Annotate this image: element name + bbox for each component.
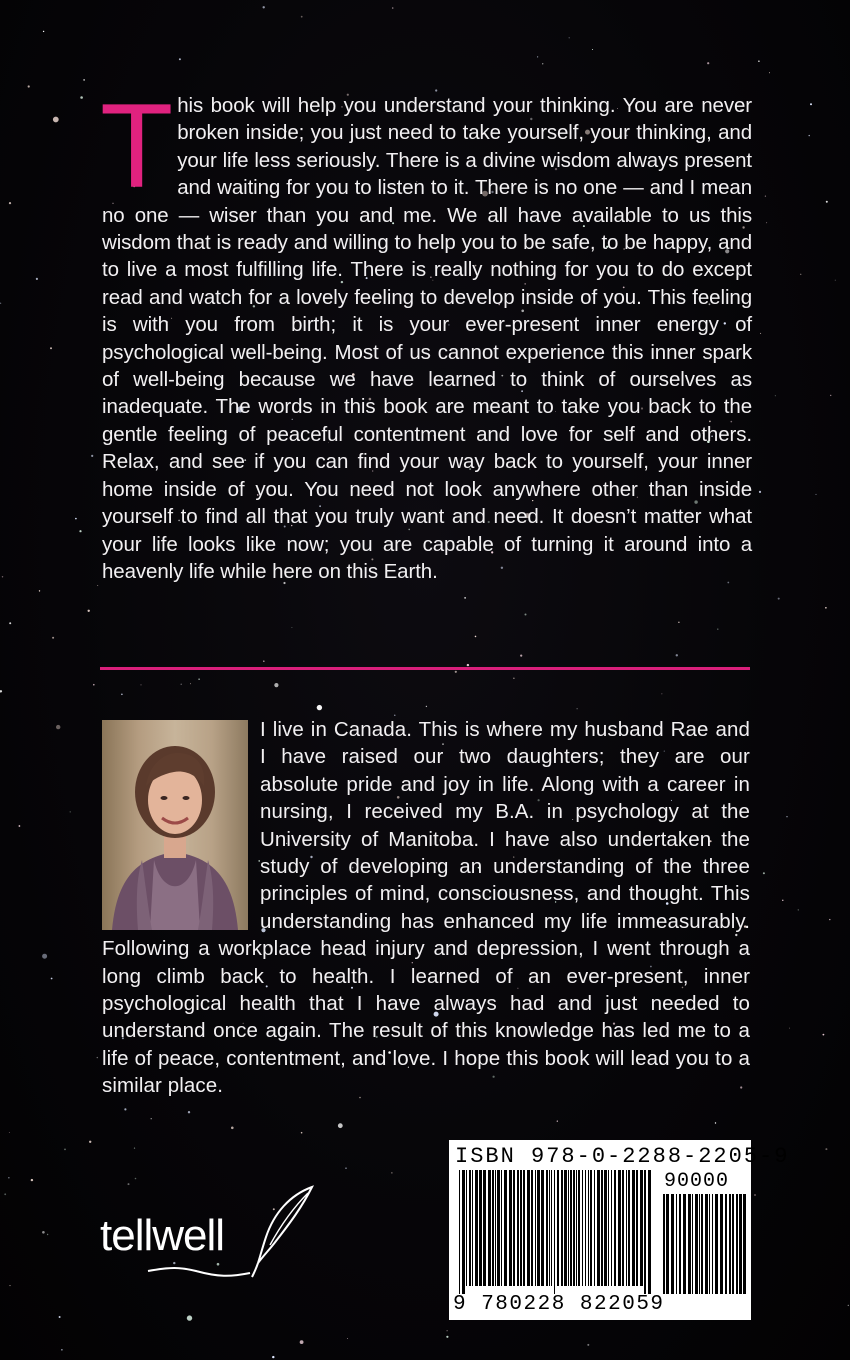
star [179, 58, 181, 60]
star [42, 954, 47, 959]
star [291, 627, 292, 628]
isbn-label: ISBN 978-0-2288-2205-9 [455, 1144, 790, 1169]
barcode-addon-bar [709, 1194, 710, 1294]
barcode-addon-bar [688, 1194, 691, 1294]
section-divider [100, 667, 750, 670]
star [520, 655, 522, 657]
barcode-addon-bar [720, 1194, 723, 1294]
barcode-bar [479, 1170, 482, 1286]
star [51, 978, 53, 980]
author-bio-section [102, 716, 750, 1100]
barcode-bar [648, 1170, 651, 1294]
star [121, 694, 123, 696]
barcode-addon-bar [699, 1194, 700, 1294]
barcode-addon-bar [725, 1194, 727, 1294]
logo-underline-swash [100, 1265, 300, 1283]
barcode-addon-bar [705, 1194, 708, 1294]
star [464, 597, 466, 599]
star [198, 679, 199, 680]
isbn-barcode [449, 1140, 790, 1320]
star [190, 683, 191, 684]
barcode-bar [564, 1170, 567, 1286]
barcode-bar [568, 1170, 569, 1286]
star [9, 202, 11, 204]
barcode-bar [517, 1170, 519, 1286]
star [8, 1177, 9, 1178]
barcode-bar [459, 1170, 460, 1294]
star [542, 63, 543, 64]
barcode-addon-bar [666, 1194, 669, 1294]
star [91, 455, 93, 457]
star [717, 629, 718, 630]
star [557, 1121, 558, 1122]
barcode-bar [614, 1170, 616, 1286]
barcode-addon-bar [715, 1194, 718, 1294]
star [64, 1149, 66, 1151]
star [0, 690, 2, 692]
star [0, 303, 1, 304]
star [455, 671, 457, 673]
star [829, 919, 830, 920]
barcode-bar [644, 1170, 646, 1294]
star [800, 274, 801, 275]
star [786, 816, 787, 817]
barcode-bar [504, 1170, 507, 1286]
star [263, 6, 265, 8]
star [181, 684, 182, 685]
barcode-addon-bar [692, 1194, 693, 1294]
drop-cap: T [100, 79, 174, 213]
star [513, 678, 514, 679]
barcode-addon-bar [712, 1194, 713, 1294]
author-bio-text: I live in Canada. This is where my husband Rae and I have raised our two daughters; they are our absolute pride and joy in life. Along with a career in nursing, I received my B.A. in psychology at the University of Manitoba. I have also undertaken the study of developing an understanding of the three principles of mind, consciousness, and thought. This understanding has enhanced my life immeasurably. Following a workplace head injury and depression, I went through a long climb back to health. I learned of an ever-present, inner psychological health that I have always had and just needed to understand once again. The result of this knowledge has led me to a life of peace, contentment, and love. I hope this book will lead you to a similar place. [102, 718, 750, 1098]
barcode-bar [557, 1170, 559, 1286]
star [662, 694, 663, 695]
barcode-bar [626, 1170, 627, 1286]
star [19, 825, 21, 827]
barcode-bar [488, 1170, 491, 1286]
star [301, 16, 303, 18]
barcode-bar [469, 1170, 471, 1286]
barcode-bar [604, 1170, 607, 1286]
barcode-bar [501, 1170, 502, 1286]
barcode-addon-bar [695, 1194, 698, 1294]
star [317, 705, 322, 710]
star [83, 79, 85, 81]
publisher-logo [100, 1183, 320, 1283]
barcode-bar [513, 1170, 515, 1286]
star [760, 333, 761, 334]
star [816, 494, 817, 495]
barcode-bar [570, 1170, 572, 1286]
star [141, 684, 142, 685]
star [789, 1028, 790, 1029]
barcode-bar [590, 1170, 592, 1286]
barcode-bar [608, 1170, 609, 1286]
star [392, 7, 394, 9]
star [79, 530, 81, 532]
barcode-bar [628, 1170, 630, 1286]
star [93, 684, 95, 686]
star [577, 708, 578, 709]
star [823, 1034, 825, 1036]
star [187, 1315, 192, 1320]
barcode-addon-bar [683, 1194, 686, 1294]
barcode-bar [618, 1170, 621, 1286]
barcode-bar [475, 1170, 478, 1286]
star [97, 1057, 98, 1058]
star [765, 196, 766, 197]
star [809, 135, 810, 136]
star [9, 622, 11, 624]
star [301, 1132, 303, 1134]
star [39, 590, 40, 591]
barcode-addon-bar [671, 1194, 674, 1294]
star [810, 103, 812, 105]
star [28, 85, 30, 87]
barcode-bar [551, 1170, 552, 1286]
star [758, 60, 760, 62]
barcode-bar [483, 1170, 486, 1286]
barcode-bar [576, 1170, 577, 1286]
barcode-bar [546, 1170, 548, 1286]
star [715, 1122, 716, 1123]
star [759, 491, 761, 493]
star [587, 1344, 589, 1346]
barcode-bar [582, 1170, 583, 1286]
star [53, 117, 59, 123]
barcode-bar [535, 1170, 536, 1286]
star [826, 201, 828, 203]
barcode-bar [601, 1170, 603, 1286]
star [56, 725, 60, 729]
star [31, 1179, 33, 1181]
barcode-bar [537, 1170, 540, 1286]
book-blurb [100, 79, 752, 585]
barcode-bar [622, 1170, 624, 1286]
barcode-bar [472, 1170, 473, 1286]
barcode-addon-bar [743, 1194, 746, 1294]
star [825, 1148, 827, 1150]
star [778, 598, 780, 600]
star [263, 660, 265, 662]
star [426, 706, 427, 707]
star [775, 395, 776, 396]
star [766, 222, 767, 223]
star [345, 1168, 346, 1169]
barcode-addon-bar [736, 1194, 738, 1294]
star [475, 636, 477, 638]
star [825, 607, 827, 609]
star [338, 1123, 343, 1128]
star [391, 1172, 392, 1173]
star [61, 1349, 63, 1351]
barcode-bar [541, 1170, 544, 1286]
barcode-addon-bar [732, 1194, 734, 1294]
barcode-bar [466, 1170, 467, 1286]
ean-number: 9 780228 822059 [453, 1293, 665, 1316]
barcode-bar [554, 1170, 555, 1294]
star [467, 664, 469, 666]
star [537, 56, 538, 57]
barcode-bar [611, 1170, 612, 1286]
barcode-bar [597, 1170, 600, 1286]
star [42, 1231, 45, 1234]
star [36, 278, 38, 280]
star [88, 610, 90, 612]
star [135, 1178, 137, 1180]
star [4, 1193, 6, 1195]
barcode-addon-bar [739, 1194, 742, 1294]
star [151, 1118, 152, 1119]
star [569, 37, 570, 38]
star [188, 1111, 190, 1113]
star [525, 614, 527, 616]
star [769, 72, 770, 73]
barcode-bar [531, 1170, 533, 1286]
barcode-bar [636, 1170, 638, 1286]
star [70, 811, 71, 812]
barcode-bar [573, 1170, 575, 1286]
star [274, 683, 278, 687]
barcode-bar [561, 1170, 563, 1286]
barcode-bar [462, 1170, 465, 1294]
star [347, 1338, 348, 1339]
star [446, 1336, 448, 1338]
star [707, 62, 709, 64]
star [835, 280, 836, 281]
barcode-addon-bar [729, 1194, 731, 1294]
star [763, 872, 765, 874]
barcode-bar [632, 1170, 635, 1286]
barcode-bar [520, 1170, 522, 1286]
barcode-bar [640, 1170, 643, 1286]
barcode-addon-bar [663, 1194, 665, 1294]
barcode-bar [523, 1170, 525, 1286]
barcode-addon-bar [701, 1194, 703, 1294]
star [9, 1132, 10, 1133]
price-code: 90000 [664, 1170, 730, 1193]
star [59, 1316, 61, 1318]
star [43, 31, 44, 32]
star [97, 585, 98, 586]
star [754, 1194, 756, 1196]
star [10, 1285, 11, 1286]
barcode-bar [509, 1170, 512, 1286]
star [89, 1141, 91, 1143]
star [75, 518, 77, 520]
publisher-name: tellwell [100, 1211, 225, 1260]
author-photo [102, 720, 248, 930]
barcode-addon-bar [679, 1194, 681, 1294]
barcode-bar [527, 1170, 530, 1286]
star [272, 1356, 274, 1358]
barcode-bar [578, 1170, 580, 1286]
star [798, 909, 799, 910]
star [830, 395, 831, 396]
star [447, 1330, 448, 1331]
barcode-bar [585, 1170, 586, 1286]
star [124, 1108, 126, 1110]
star [2, 576, 3, 577]
star [47, 1234, 48, 1235]
star [676, 654, 678, 656]
star [52, 637, 54, 639]
star [592, 49, 593, 50]
star [678, 622, 679, 623]
star [300, 1340, 304, 1344]
star [782, 900, 783, 901]
barcode-bar [588, 1170, 589, 1286]
star [134, 1148, 135, 1149]
blurb-text: his book will help you understand your thinking. You are never broken inside; you just need to take yourself, your thinking, and your life less seriously. There is a divine wisdom always present and waiting for you to listen to it. There is no one — and I mean no one — wiser than you and me. We all have available to us this wisdom that is ready and willing to help you to be safe, to be happy, and to live a most fulfilling life. There is really nothing for you to do except read and watch for a lovely feeling to develop inside of you. This feeling is with you from birth; it is your ever-present inner energy of psychological well-being. Most of us cannot experience this inner spark of well-being because we have learned to think of ourselves as inadequate. The words in this book are meant to take you back to the gentle feeling of peaceful contentment and love for self and others. Relax, and see if you can find your way back to yourself, your inner home inside of you. You need not look anywhere other than inside yourself to find all that you truly want and need. It doesn’t matter what your life looks like now; you are capable of turning it around into a heavenly life while here on this Earth. [102, 94, 752, 583]
barcode-bar [497, 1170, 500, 1286]
barcode-bar [594, 1170, 595, 1286]
barcode-bar [549, 1170, 550, 1286]
star [50, 347, 52, 349]
star [848, 1305, 849, 1306]
star [80, 96, 83, 99]
star [231, 1127, 234, 1130]
barcode-addon-bar [676, 1194, 677, 1294]
barcode-bar [495, 1170, 496, 1286]
barcode-bar [492, 1170, 494, 1286]
